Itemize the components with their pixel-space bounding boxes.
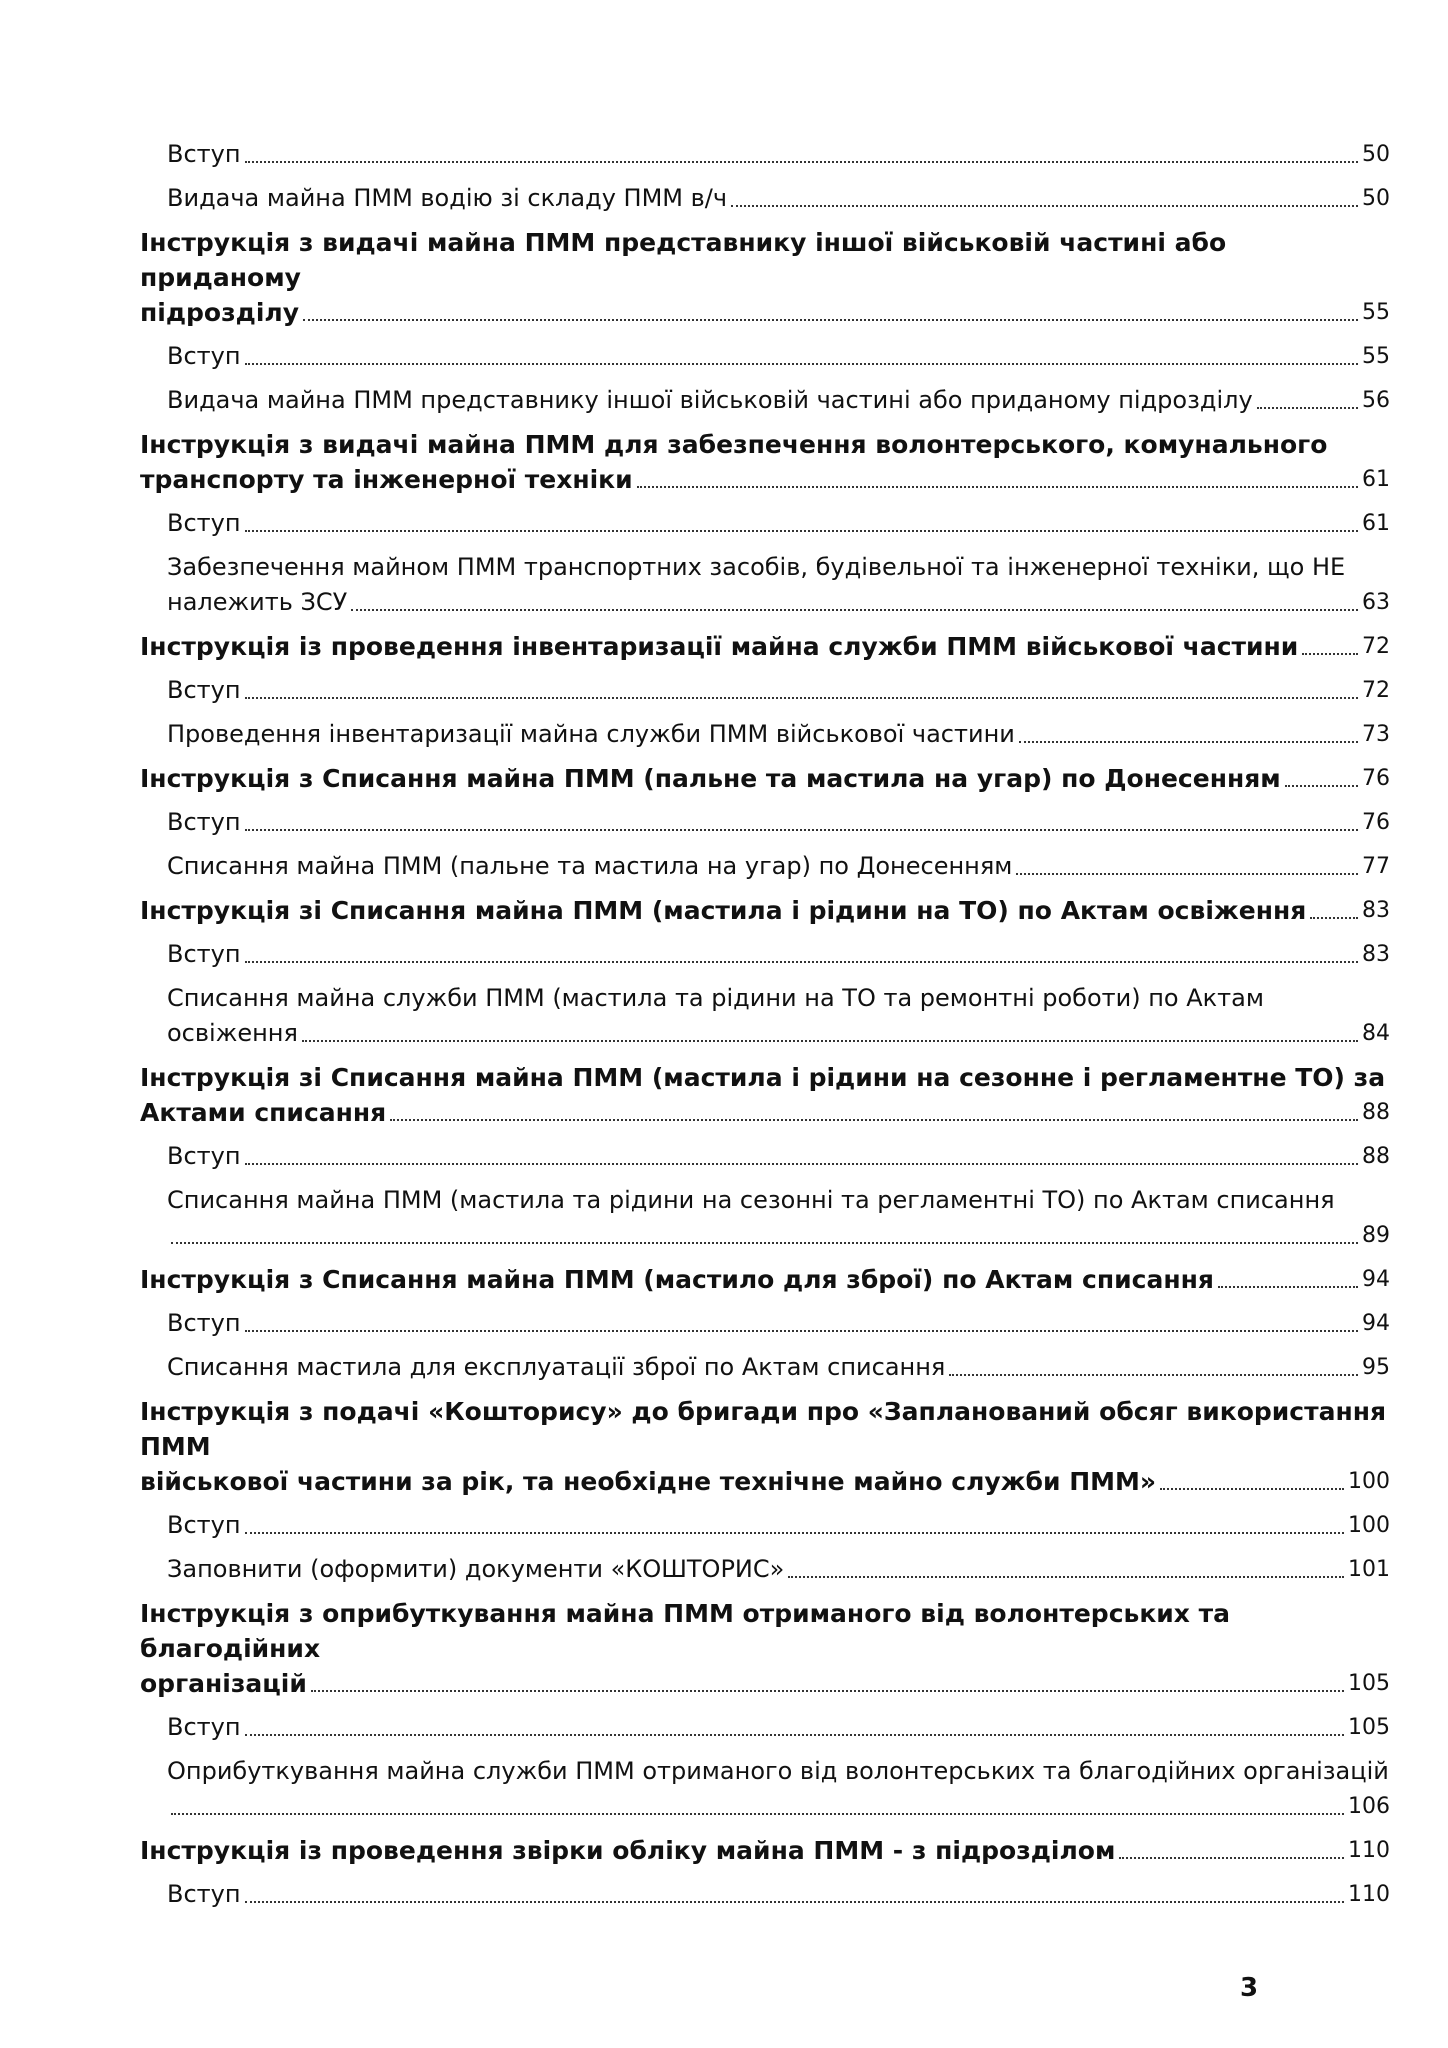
toc-entry-title-lead: Інструкція з подачі «Кошторису» до бригади про «Запланований обсяг використання ПММ: [140, 1397, 1387, 1461]
toc-entry-line: [167, 937, 1390, 972]
toc-entry-line: [167, 1508, 1390, 1543]
toc-entry-title: Вступ: [167, 1880, 241, 1908]
toc-page-number: 105: [1348, 1715, 1390, 1740]
toc-subentry[interactable]: [140, 1183, 1390, 1253]
toc-page-number: 106: [1348, 1794, 1390, 1819]
dot-leader: [171, 1813, 1344, 1815]
toc-entry-line: [167, 849, 1390, 884]
toc-entry-title-lead: Інструкція з оприбуткування майна ПММ отриманого від волонтерських та благодійних: [140, 1599, 1230, 1663]
toc-page-number: 83: [1362, 898, 1390, 923]
toc-heading-entry[interactable]: [140, 761, 1390, 796]
toc-page-number: 73: [1362, 722, 1390, 747]
toc-heading-entry[interactable]: [140, 1833, 1390, 1868]
toc-entry-title: Вступ: [167, 1142, 241, 1170]
toc-entry-title: Інструкція з Списання майна ПММ (пальне та мастила на угар) по Донесенням: [140, 764, 1281, 793]
toc-entry-title: транспорту та інженерної техніки: [140, 465, 633, 494]
toc-heading-entry[interactable]: [140, 1596, 1390, 1701]
toc-subentry[interactable]: [140, 181, 1390, 216]
toc-entry-line: [140, 1262, 1390, 1297]
toc-entry-title: військової частини за рік, та необхідне технічне майно служби ПММ»: [140, 1467, 1157, 1496]
dot-leader: [731, 205, 1358, 207]
toc-subentry[interactable]: [140, 805, 1390, 840]
toc-entry-title: Списання мастила для експлуатації зброї по Актам списання: [167, 1353, 946, 1381]
dot-leader: [637, 486, 1358, 488]
toc-page-number: 83: [1362, 942, 1390, 967]
toc-entry-line: [140, 462, 1390, 497]
toc-page-number: 50: [1362, 142, 1390, 167]
dot-leader: [1019, 741, 1358, 743]
toc-entry-title: Інструкція з Списання майна ПММ (мастило для зброї) по Актам списання: [140, 1265, 1214, 1294]
toc-page-number: 72: [1362, 678, 1390, 703]
toc-page-number: 94: [1362, 1311, 1390, 1336]
toc-page-number: 61: [1362, 511, 1390, 536]
toc-entry-title-lead: Оприбуткування майна служби ПММ отриманого від волонтерських та благодійних організацій: [167, 1757, 1389, 1785]
dot-leader: [245, 961, 1358, 963]
toc-subentry[interactable]: [140, 1508, 1390, 1543]
dot-leader: [245, 1734, 1344, 1736]
toc-entry-line: [167, 339, 1390, 374]
dot-leader: [351, 609, 1358, 611]
toc-heading-entry[interactable]: [140, 893, 1390, 928]
toc-entry-title: Інструкція із проведення звірки обліку майна ПММ - з підрозділом: [140, 1836, 1116, 1865]
dot-leader: [245, 829, 1358, 831]
toc-entry-line: [167, 506, 1390, 541]
toc-entry-title-lead: Списання майна ПММ (мастила та рідини на сезонні та регламентні ТО) по Актам списання: [167, 1186, 1335, 1214]
toc-entry-line: [167, 383, 1390, 418]
toc-entry-title: Вступ: [167, 1511, 241, 1539]
toc-entry-line: [167, 1218, 1390, 1253]
toc-entry-title: організацій: [140, 1669, 307, 1698]
toc-subentry[interactable]: [140, 1877, 1390, 1912]
toc-entry-line: [167, 1710, 1390, 1745]
dot-leader: [1302, 653, 1358, 655]
toc-entry-title: належить ЗСУ: [167, 588, 348, 616]
toc-entry-title-lead: Списання майна служби ПММ (мастила та рідини на ТО та ремонтні роботи) по Актам: [167, 984, 1264, 1012]
toc-entry-title: Проведення інвентаризації майна служби ПММ військової частини: [167, 720, 1015, 748]
toc-subentry[interactable]: [140, 673, 1390, 708]
toc-entry-title-lead: Інструкція з видачі майна ПММ представнику іншої військовій частині або приданому: [140, 228, 1227, 292]
toc-entry-line: [140, 1666, 1390, 1701]
toc-entry-line: [140, 761, 1390, 796]
toc-page-number: 100: [1348, 1513, 1390, 1538]
toc-entry-line: [140, 1095, 1390, 1130]
toc-entry-title: Вступ: [167, 1309, 241, 1337]
toc-subentry[interactable]: [140, 849, 1390, 884]
toc-entry-title-lead: Забезпечення майном ПММ транспортних засобів, будівельної та інженерної техніки, що НЕ: [167, 553, 1346, 581]
toc-subentry[interactable]: [140, 1552, 1390, 1587]
dot-leader: [788, 1576, 1344, 1578]
dot-leader: [390, 1119, 1358, 1121]
toc-entry-line: [167, 717, 1390, 752]
dot-leader: [1160, 1488, 1344, 1490]
table-of-contents: [140, 137, 1390, 1921]
toc-entry-title: Вступ: [167, 808, 241, 836]
toc-heading-entry[interactable]: [140, 629, 1390, 664]
toc-subentry[interactable]: [140, 1754, 1390, 1824]
toc-entry-title: Вступ: [167, 1713, 241, 1741]
toc-entry-title: освіження: [167, 1019, 298, 1047]
toc-entry-title: Інструкція зі Списання майна ПММ (мастила і рідини на ТО) по Актам освіження: [140, 896, 1307, 925]
dot-leader: [1016, 873, 1358, 875]
toc-heading-entry[interactable]: [140, 427, 1390, 497]
toc-subentry[interactable]: [140, 981, 1390, 1051]
toc-entry-line: [167, 1016, 1390, 1051]
toc-page-number: 110: [1348, 1882, 1390, 1907]
dot-leader: [245, 1901, 1344, 1903]
toc-page-number: 110: [1348, 1838, 1390, 1863]
toc-heading-entry[interactable]: [140, 1394, 1390, 1499]
toc-subentry[interactable]: [140, 506, 1390, 541]
toc-entry-title-lead: Інструкція з видачі майна ПММ для забезпечення волонтерського, комунального: [140, 430, 1328, 459]
dot-leader: [245, 1163, 1358, 1165]
toc-entry-line: [167, 137, 1390, 172]
dot-leader: [303, 319, 1358, 321]
toc-entry-line: [167, 585, 1390, 620]
toc-entry-line: [140, 295, 1390, 330]
toc-heading-entry[interactable]: [140, 1262, 1390, 1297]
toc-subentry[interactable]: [140, 1139, 1390, 1174]
toc-entry-line: [140, 1464, 1390, 1499]
toc-entry-line: [167, 1306, 1390, 1341]
toc-entry-title: Видача майна ПММ водію зі складу ПММ в/ч: [167, 184, 728, 212]
toc-page-number: 77: [1362, 854, 1390, 879]
toc-page-number: 61: [1362, 467, 1390, 492]
toc-page-number: 88: [1362, 1100, 1390, 1125]
dot-leader: [245, 161, 1358, 163]
dot-leader: [245, 1330, 1358, 1332]
dot-leader: [245, 697, 1358, 699]
dot-leader: [1218, 1286, 1358, 1288]
toc-page-number: 84: [1362, 1021, 1390, 1046]
toc-page-number: 76: [1362, 766, 1390, 791]
dot-leader: [245, 363, 1358, 365]
toc-page-number: 76: [1362, 810, 1390, 835]
toc-entry-line: [140, 893, 1390, 928]
toc-entry-line: [167, 673, 1390, 708]
toc-page-number: 55: [1362, 300, 1390, 325]
toc-subentry[interactable]: [140, 1306, 1390, 1341]
toc-page-number: 88: [1362, 1144, 1390, 1169]
dot-leader: [171, 1242, 1358, 1244]
dot-leader: [245, 1532, 1344, 1534]
toc-entry-line: [167, 181, 1390, 216]
toc-entry-line: [167, 1552, 1390, 1587]
toc-page-number: 95: [1362, 1355, 1390, 1380]
toc-entry-line: [140, 629, 1390, 664]
dot-leader: [949, 1374, 1358, 1376]
dot-leader: [311, 1690, 1344, 1692]
toc-subentry[interactable]: [140, 383, 1390, 418]
toc-subentry[interactable]: [140, 137, 1390, 172]
toc-page-number: 105: [1348, 1671, 1390, 1696]
dot-leader: [1310, 917, 1358, 919]
toc-page-number: 100: [1348, 1469, 1390, 1494]
toc-page-number: 56: [1362, 388, 1390, 413]
toc-entry-title: Вступ: [167, 509, 241, 537]
toc-subentry[interactable]: [140, 1710, 1390, 1745]
toc-page-number: 94: [1362, 1267, 1390, 1292]
toc-entry-title: Вступ: [167, 676, 241, 704]
toc-entry-title: Актами списання: [140, 1098, 387, 1127]
toc-entry-title: Вступ: [167, 140, 241, 168]
toc-page-number: 89: [1362, 1223, 1390, 1248]
dot-leader: [1119, 1857, 1344, 1859]
dot-leader: [1285, 785, 1358, 787]
toc-entry-line: [167, 1789, 1390, 1824]
toc-entry-title: Списання майна ПММ (пальне та мастила на угар) по Донесенням: [167, 852, 1013, 880]
toc-subentry[interactable]: [140, 717, 1390, 752]
toc-entry-line: [167, 1877, 1390, 1912]
toc-entry-line: [167, 805, 1390, 840]
toc-entry-title: Заповнити (оформити) документи «КОШТОРИС»: [167, 1555, 785, 1583]
toc-entry-title: Видача майна ПММ представнику іншої військовій частині або приданому підрозділу: [167, 386, 1253, 414]
toc-entry-title: Вступ: [167, 940, 241, 968]
dot-leader: [1257, 407, 1358, 409]
toc-subentry[interactable]: [140, 937, 1390, 972]
toc-entry-line: [140, 1833, 1390, 1868]
toc-heading-entry[interactable]: [140, 1060, 1390, 1130]
toc-entry-title: підрозділу: [140, 298, 299, 327]
toc-entry-line: [167, 1350, 1390, 1385]
toc-page-number: 55: [1362, 344, 1390, 369]
toc-page-number: 72: [1362, 634, 1390, 659]
toc-entry-title-lead: Інструкція зі Списання майна ПММ (мастила і рідини на сезонне і регламентне ТО) за: [140, 1063, 1386, 1092]
toc-entry-title: Інструкція із проведення інвентаризації майна служби ПММ військової частини: [140, 632, 1299, 661]
toc-subentry[interactable]: [140, 1350, 1390, 1385]
dot-leader: [302, 1040, 1358, 1042]
toc-entry-line: [167, 1139, 1390, 1174]
toc-subentry[interactable]: [140, 339, 1390, 374]
dot-leader: [245, 530, 1358, 532]
toc-page-number: 63: [1362, 590, 1390, 615]
toc-subentry[interactable]: [140, 550, 1390, 620]
toc-entry-title: Вступ: [167, 342, 241, 370]
toc-heading-entry[interactable]: [140, 225, 1390, 330]
toc-page-number: 50: [1362, 186, 1390, 211]
page-number: 3: [1240, 1973, 1259, 2003]
toc-page-number: 101: [1348, 1557, 1390, 1582]
